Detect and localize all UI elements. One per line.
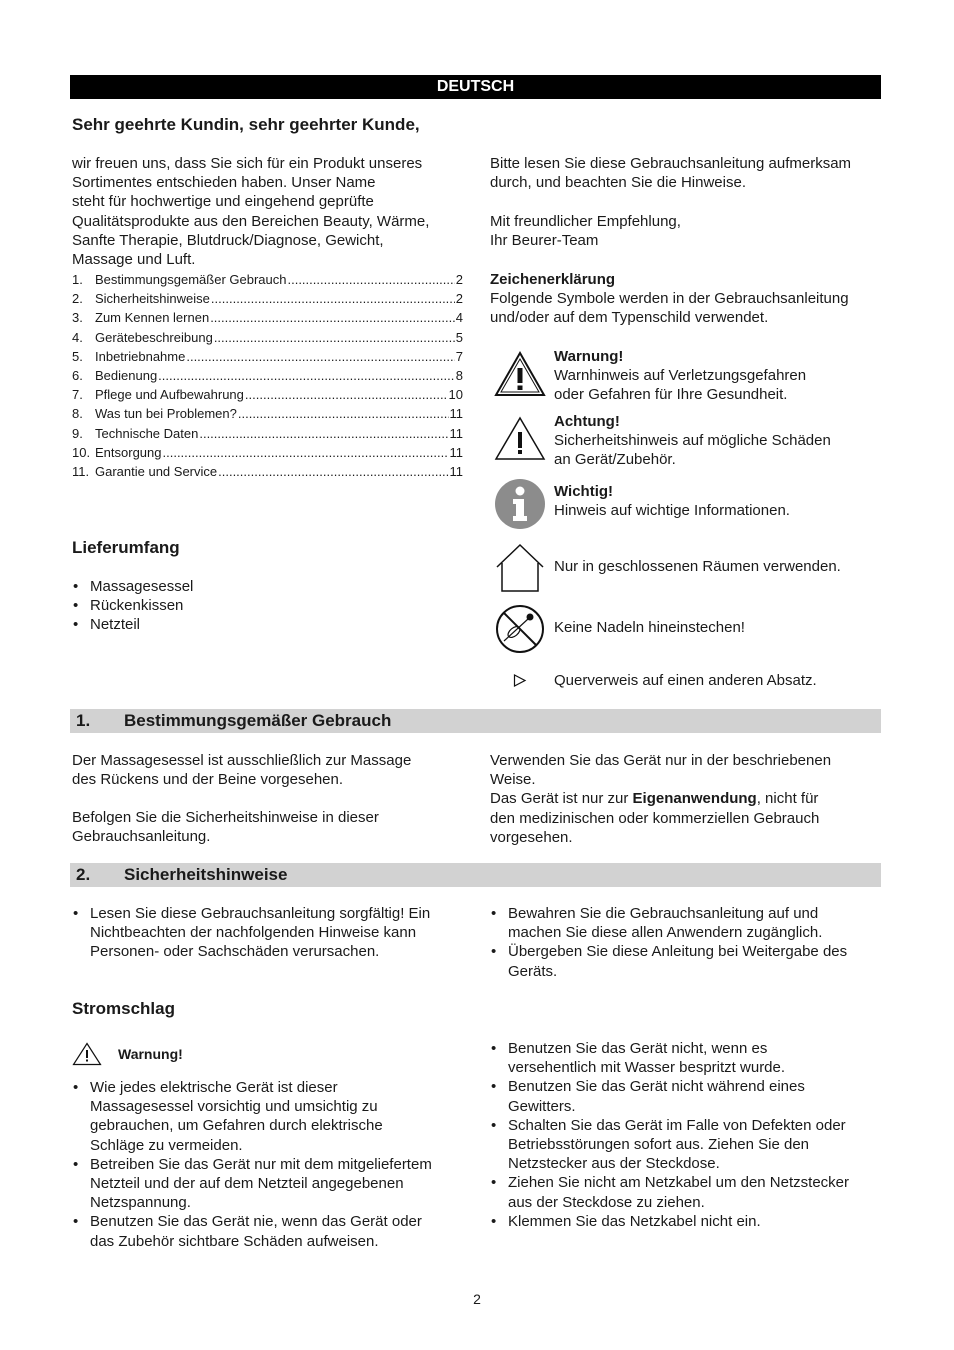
no-needles-icon — [494, 603, 546, 655]
toc-title: Inbetriebnahme — [95, 348, 186, 364]
toc-title: Was tun bei Problemen? — [95, 406, 237, 422]
text-line: Massagesessel vorsichtig und umsichtig zu — [90, 1098, 378, 1116]
text-line: • Benutzen Sie das Gerät nicht, wenn es — [508, 1040, 768, 1057]
text-line: Nur in geschlossenen Räumen verwenden. — [554, 558, 841, 575]
text-line: Verwenden Sie das Gerät nur in der beschriebenen — [490, 752, 832, 769]
text-line: Netzstecker aus der Steckdose. — [508, 1155, 720, 1173]
section-1-right-text — [490, 751, 885, 847]
section-number: 1. — [76, 711, 91, 730]
text-line: Betriebsstörungen sofort aus. Ziehen Sie den — [508, 1136, 810, 1154]
table-of-contents — [72, 270, 463, 481]
text-run: Das Gerät ist nur zur — [490, 790, 633, 808]
toc-page: 11 — [449, 444, 463, 460]
toc-page: 8 — [455, 368, 463, 384]
list-item — [72, 1078, 467, 1155]
toc-entry[interactable] — [72, 270, 463, 289]
text-line: Querverweis auf einen anderen Absatz. — [554, 672, 817, 689]
list-item — [490, 904, 885, 942]
text-line: • Betreiben Sie das Gerät nur mit dem mitgeliefertem — [90, 1155, 432, 1173]
text-run: , nicht für — [756, 790, 819, 808]
text-line: des Rückens und der Beine vorgesehen. — [72, 771, 344, 789]
text-line — [490, 789, 885, 808]
list-item: • Rückenkissen — [72, 596, 462, 615]
list-item — [490, 1039, 885, 1077]
text-line: Der Massagesessel ist ausschließlich zur Massage — [72, 752, 412, 769]
text-line: Schläge zu vermeiden. — [90, 1136, 243, 1154]
cross-reference-arrow-icon — [513, 673, 527, 688]
text-line: und/oder auf dem Typenschild verwendet. — [490, 309, 769, 327]
toc-title: Entsorgung — [95, 444, 162, 460]
toc-title: Sicherheitshinweise — [95, 291, 210, 307]
text-line: Keine Nadeln hineinstechen! — [554, 619, 745, 636]
toc-leader-dots — [199, 424, 448, 443]
text-line: durch, und beachten Sie die Hinweise. — [490, 174, 746, 192]
language-header-bar — [70, 75, 881, 99]
symbol-title: Wichtig! — [554, 483, 614, 500]
section-1-left-text-2 — [72, 808, 472, 846]
toc-page: 2 — [455, 272, 463, 287]
warning-triangle-icon — [72, 1042, 102, 1066]
toc-title: Bedienung — [95, 368, 158, 384]
section-2-right-list — [490, 904, 885, 981]
section-title: Bestimmungsgemäßer Gebrauch — [124, 711, 392, 730]
text-line: Sanfte Therapie, Blutdruck/Diagnose, Gewicht, — [72, 231, 384, 249]
list-item — [490, 1173, 885, 1211]
toc-leader-dots — [210, 308, 455, 327]
toc-title: Garantie und Service — [95, 464, 218, 480]
intro-right-text — [490, 154, 885, 192]
toc-number: 8. — [72, 406, 83, 422]
text-line: • Übergeben Sie diese Anleitung bei Weitergabe des — [508, 943, 848, 961]
text-line: Sicherheitshinweis auf mögliche Schäden — [554, 432, 831, 450]
text-line: Befolgen Sie die Sicherheitshinweise in dieser — [72, 809, 379, 826]
symbols-heading: Zeichenerklärung — [490, 271, 616, 288]
text-line: gebrauchen, um Gefahren durch elektrische — [90, 1117, 383, 1135]
text-line: Netzspannung. — [90, 1194, 191, 1212]
text-line: Weise. — [490, 771, 536, 789]
toc-page: 10 — [448, 387, 463, 403]
warning-label: Warnung! — [118, 1046, 183, 1062]
text-line: • Schalten Sie das Gerät im Falle von Defekten oder — [508, 1116, 846, 1134]
toc-page: 11 — [449, 464, 463, 480]
indoor-house-icon — [494, 542, 546, 594]
toc-entry[interactable] — [72, 347, 463, 366]
toc-entry[interactable] — [72, 366, 463, 385]
toc-number: 11. — [72, 464, 90, 480]
toc-entry[interactable] — [72, 424, 463, 443]
symbols-intro — [490, 289, 885, 327]
text-line: Gewitters. — [508, 1097, 576, 1115]
list-item: • Massagesessel — [72, 577, 462, 596]
text-line: aus der Steckdose zu ziehen. — [508, 1193, 705, 1211]
toc-number: 3. — [72, 310, 83, 326]
info-icon — [494, 478, 546, 530]
text-line: • Ziehen Sie nicht am Netzkabel um den Netzstecker — [508, 1174, 849, 1192]
list-item: • Netzteil — [72, 615, 462, 634]
section-2-heading-bar — [70, 863, 881, 887]
text-line: Ihr Beurer-Team — [490, 232, 599, 250]
toc-leader-dots — [211, 289, 455, 308]
toc-number: 9. — [72, 425, 83, 441]
text-line: Gebrauchsanleitung. — [72, 828, 211, 846]
toc-entry[interactable] — [72, 404, 463, 423]
section-2-left-list — [72, 904, 467, 962]
electric-left-list — [72, 1078, 467, 1251]
toc-leader-dots — [218, 462, 448, 481]
toc-entry[interactable] — [72, 385, 463, 404]
toc-number: 7. — [72, 387, 83, 403]
list-item — [490, 942, 885, 980]
symbol-title: Warnung! — [554, 348, 624, 365]
text-line: steht für hochwertige und eingehend geprüfte — [72, 193, 374, 211]
text-line: Warnhinweis auf Verletzungsgefahren — [554, 367, 807, 385]
toc-leader-dots — [245, 385, 448, 404]
toc-number: 10. — [72, 444, 91, 460]
text-line: Bitte lesen Sie diese Gebrauchsanleitung aufmerksam — [490, 155, 852, 172]
text-line: Netzteil und der auf dem Netzteil angegebenen — [90, 1175, 404, 1193]
symbol-needles-text — [554, 618, 884, 637]
toc-entry[interactable] — [72, 462, 463, 481]
text-line: den medizinischen oder kommerziellen Gebrauch — [490, 809, 820, 827]
toc-number: 2. — [72, 291, 83, 307]
electric-right-list — [490, 1039, 885, 1231]
page-number: 2 — [473, 1291, 481, 1307]
list-item — [72, 1212, 467, 1250]
warning-triangle-icon — [494, 350, 546, 398]
scope-list — [72, 577, 462, 635]
symbol-crossref-text — [554, 671, 884, 690]
text-line: versehentlich mit Wasser bespritzt wurde. — [508, 1059, 786, 1077]
text-line: Personen- oder Sachschäden verursachen. — [90, 943, 380, 961]
text-line: an Gerät/Zubehör. — [554, 451, 676, 469]
symbol-indoor-text — [554, 557, 884, 576]
toc-entry[interactable] — [72, 443, 463, 462]
closing-text — [490, 212, 885, 250]
toc-page: 5 — [455, 329, 463, 345]
intro-left-text — [72, 154, 472, 269]
list-item — [490, 1116, 885, 1174]
toc-page: 11 — [449, 425, 463, 441]
toc-page: 2 — [455, 291, 463, 307]
text-line: Sortimentes entschieden haben. Unser Name — [72, 174, 376, 192]
text-line: Massage und Luft. — [72, 251, 196, 269]
toc-page: 7 — [455, 348, 463, 364]
toc-leader-dots — [158, 366, 455, 385]
toc-leader-dots — [186, 347, 454, 366]
text-line: vorgesehen. — [490, 828, 573, 846]
section-1-heading-bar — [70, 709, 881, 733]
list-item — [72, 1155, 467, 1213]
toc-number: 4. — [72, 329, 83, 345]
language-label: DEUTSCH — [436, 78, 515, 95]
toc-entry[interactable] — [72, 289, 463, 308]
toc-title: Gerätebeschreibung — [95, 329, 213, 345]
toc-title: Technische Daten — [95, 425, 199, 441]
text-line: Mit freundlicher Empfehlung, — [490, 213, 681, 230]
toc-page: 11 — [449, 406, 463, 422]
text-line: • Lesen Sie diese Gebrauchsanleitung sorgfältig! Ein — [90, 905, 431, 922]
electric-shock-heading: Stromschlag — [72, 999, 175, 1018]
text-line: • Benutzen Sie das Gerät nie, wenn das Gerät oder — [90, 1213, 422, 1231]
toc-number: 5. — [72, 348, 83, 364]
symbol-info-text — [554, 482, 884, 520]
section-number: 2. — [76, 865, 91, 884]
text-line: Geräts. — [508, 962, 558, 980]
toc-leader-dots — [214, 328, 455, 347]
symbol-warning-text — [554, 347, 884, 405]
caution-triangle-icon — [494, 416, 546, 462]
section-title: Sicherheitshinweise — [124, 865, 288, 884]
toc-number: 1. — [72, 272, 83, 287]
toc-title: Bestimmungsgemäßer Gebrauch — [95, 272, 287, 287]
text-line: das Zubehör sichtbare Schäden aufweisen. — [90, 1232, 379, 1250]
greeting-heading: Sehr geehrte Kundin, sehr geehrter Kunde, — [72, 115, 420, 134]
toc-entry[interactable] — [72, 308, 463, 327]
text-line: Folgende Symbole werden in der Gebrauchsanleitung — [490, 290, 849, 307]
section-1-left-text — [72, 751, 472, 789]
toc-title: Pflege und Aufbewahrung — [95, 387, 244, 403]
text-line: • Benutzen Sie das Gerät nicht während eines — [508, 1078, 805, 1096]
list-item — [490, 1077, 885, 1115]
emphasis-text: Eigenanwendung — [632, 790, 757, 808]
symbol-title: Achtung! — [554, 413, 620, 430]
toc-title: Zum Kennen lernen — [95, 310, 210, 326]
text-line: • Klemmen Sie das Netzkabel nicht ein. — [508, 1212, 761, 1230]
toc-entry[interactable] — [72, 328, 463, 347]
text-line: • Bewahren Sie die Gebrauchsanleitung auf und — [508, 905, 819, 922]
text-line: Qualitätsprodukte aus den Bereichen Beauty, Wärme, — [72, 212, 430, 230]
symbol-caution-text — [554, 412, 884, 470]
list-item — [72, 904, 467, 962]
text-line: wir freuen uns, dass Sie sich für ein Produkt unseres — [72, 155, 423, 172]
toc-number: 6. — [72, 368, 83, 384]
text-line: machen Sie diese allen Anwendern zugänglich. — [508, 924, 823, 942]
scope-heading: Lieferumfang — [72, 538, 180, 557]
toc-leader-dots — [163, 443, 449, 462]
text-line: oder Gefahren für Ihre Gesundheit. — [554, 386, 788, 404]
list-item — [490, 1212, 885, 1231]
text-line: Hinweis auf wichtige Informationen. — [554, 502, 790, 520]
toc-leader-dots — [287, 270, 454, 289]
text-line: • Wie jedes elektrische Gerät ist dieser — [90, 1079, 338, 1096]
text-line: Nichtbeachten der nachfolgenden Hinweise kann — [90, 924, 417, 942]
toc-leader-dots — [238, 404, 449, 423]
toc-page: 4 — [455, 310, 463, 326]
